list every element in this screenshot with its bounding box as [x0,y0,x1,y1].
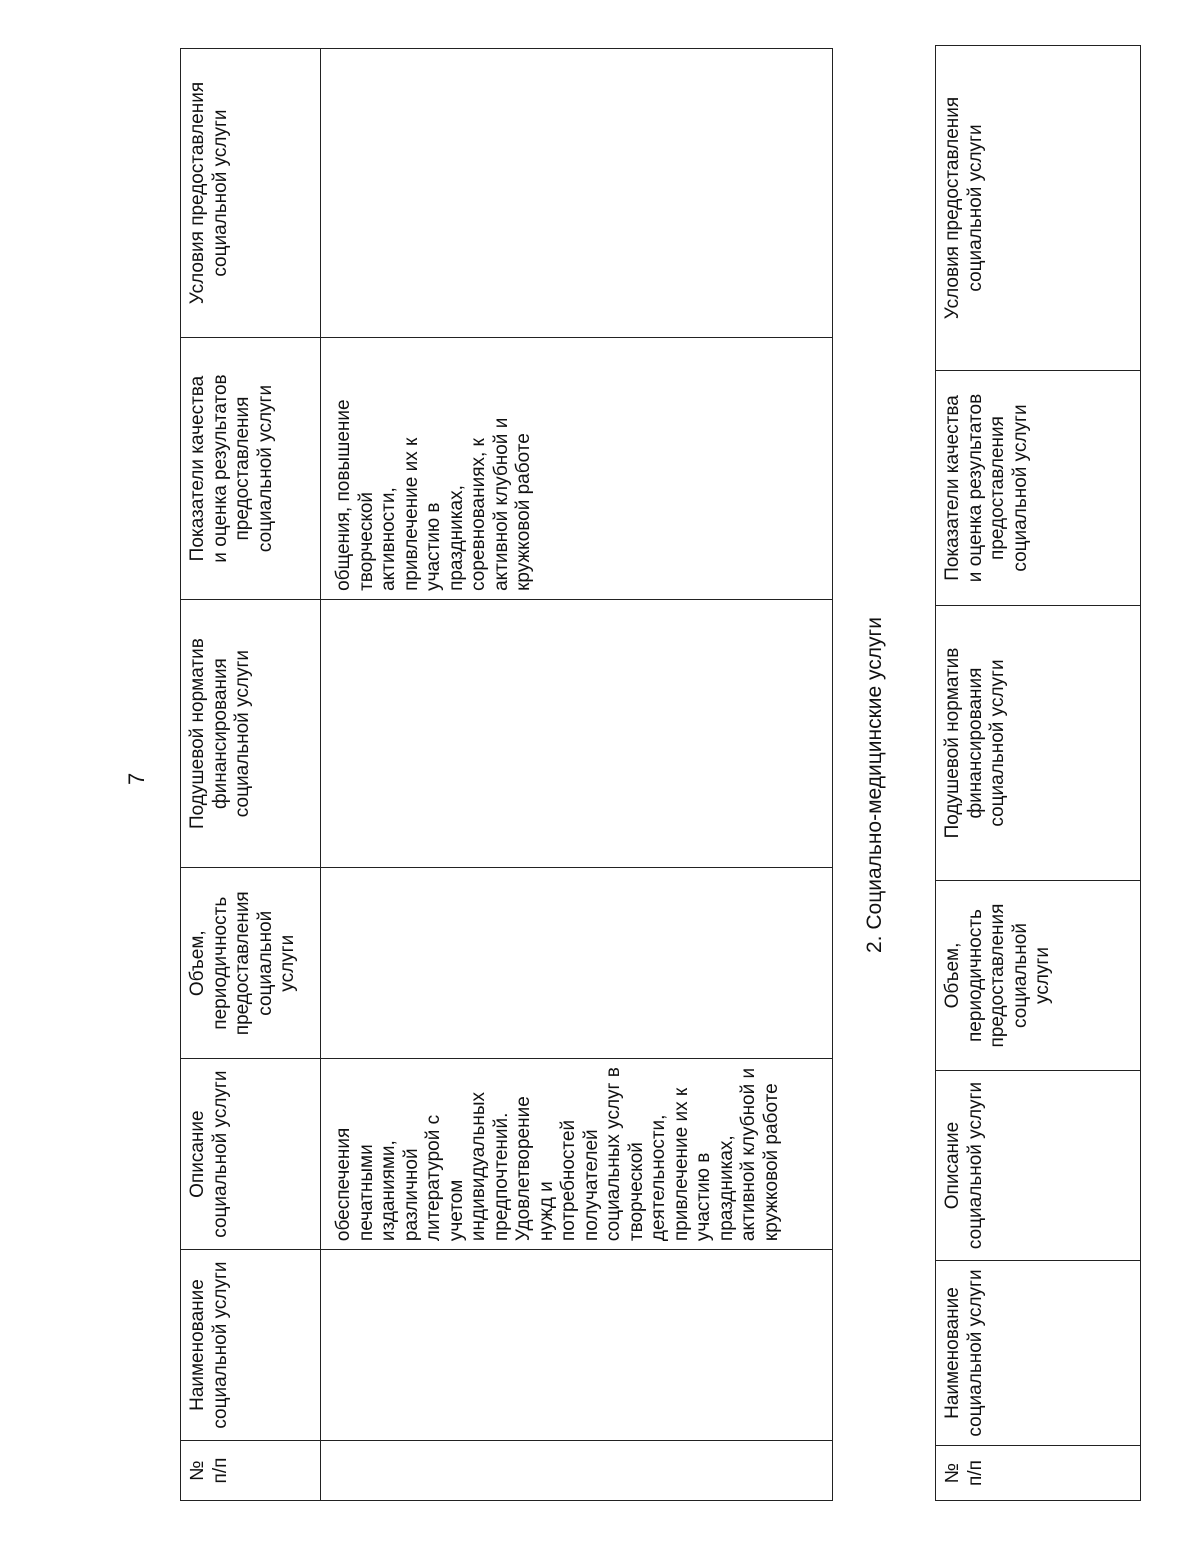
header-quality: Показатели качества и оценка результатов предоставления социальной услуги [936,371,1141,606]
cell-num [321,1441,833,1501]
header-num: № п/п [936,1446,1141,1501]
header-num: № п/п [181,1441,321,1501]
section-title: 2. Социально-медицинские услуги [863,617,886,953]
table-header-row [181,49,321,1501]
header-conditions: Условия предоставления социальной услуги [181,49,321,338]
header-financing: Подушевой норматив финансирования социальной услуги [936,606,1141,881]
table-header-row [936,46,1141,1501]
header-description: Описание социальной услуги [181,1059,321,1250]
header-description: Описание социальной услуги [936,1071,1141,1261]
cell-volume [321,868,833,1059]
services-table-1 [180,48,833,1501]
page-number: 7 [124,772,149,785]
services-table-2 [935,45,1141,1501]
header-volume: Объем, периодичность предоставления социальной услуги [936,881,1141,1071]
cell-conditions [321,49,833,338]
header-quality: Показатели качества и оценка результатов предоставления социальной услуги [181,338,321,600]
cell-description: обеспечения печатными изданиями, различной литературой с учетом индивидуальных предпочтений. Удовлетворение нужд и потребностей получателей социальных услуг в творческой деятельности, привлечение их к участию в праздниках, активной клубной и кружковой работе [321,1059,833,1250]
header-financing: Подушевой норматив финансирования социальной услуги [181,599,321,867]
header-conditions: Условия предоставления социальной услуги [936,46,1141,371]
header-volume: Объем, периодичность предоставления социальной услуги [181,868,321,1059]
cell-financing [321,599,833,867]
table-row [321,49,833,1501]
cell-name [321,1250,833,1441]
header-name: Наименование социальной услуги [181,1250,321,1441]
header-name: Наименование социальной услуги [936,1261,1141,1446]
cell-quality: общения, повышение творческой активности, привлечение их к участию в праздниках, соревнованиях, к активной клубной и кружковой работе [321,338,833,600]
